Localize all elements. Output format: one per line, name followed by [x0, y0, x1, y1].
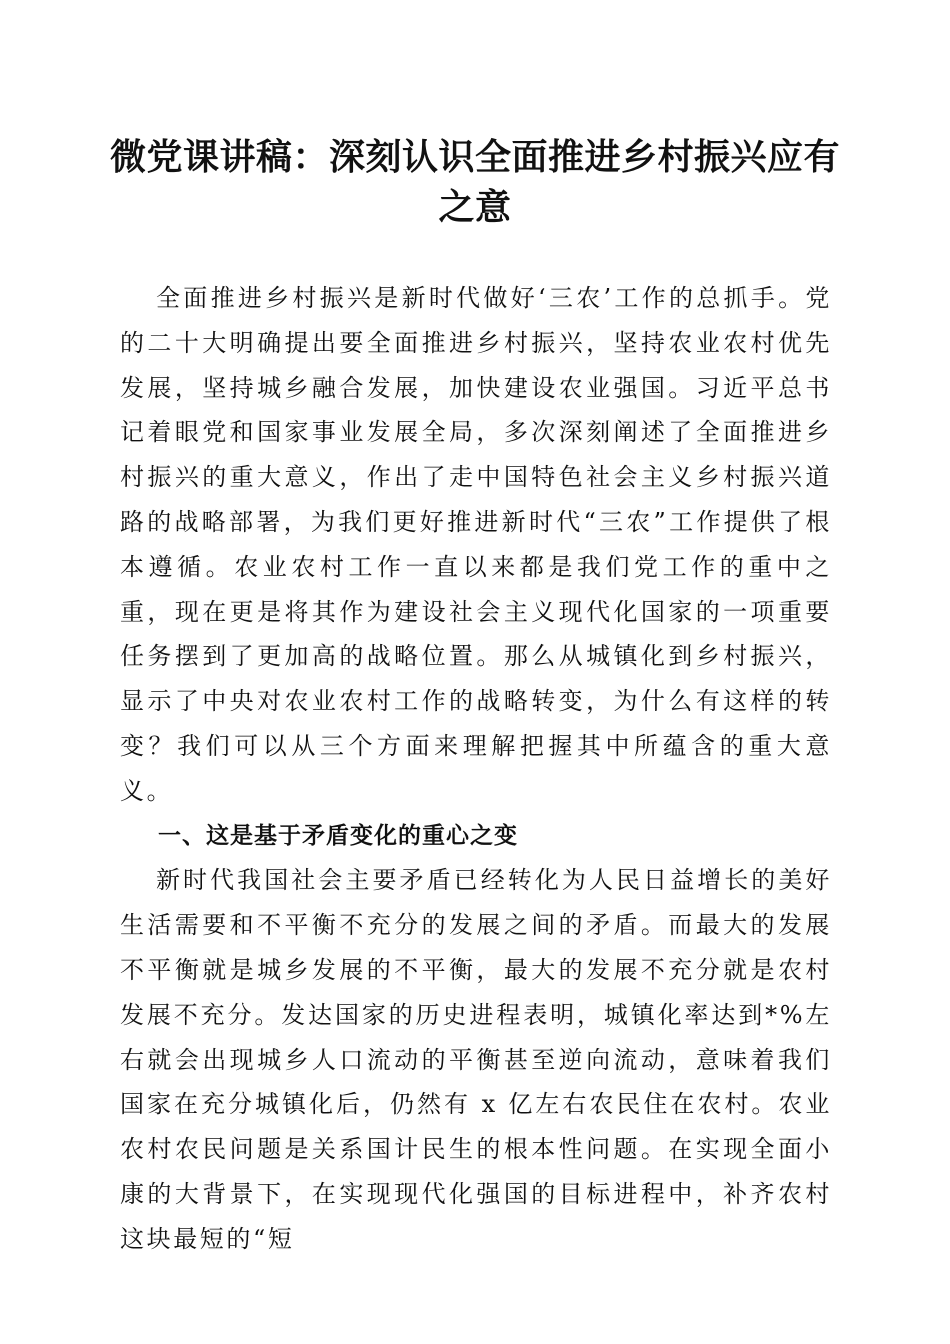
intro-paragraph: 全面推进乡村振兴是新时代做好‘三农’工作的总抓手。党的二十大明确提出要全面推进乡村振兴，坚持农业农村优先发展，坚持城乡融合发展，加快建设农业强国。习近平总书记着眼党和国家事业发展全局，多次深刻阐述了全面推进乡村振兴的重大意义，作出了走中国特色社会主义乡村振兴道路的战略部署，为我们更好推进新时代“三农”工作提供了根本遵循。农业农村工作一直以来都是我们党工作的重中之重，现在更是将其作为建设社会主义现代化国家的一项重要任务摆到了更加高的战略位置。那么从城镇化到乡村振兴，显示了中央对农业农村工作的战略转变，为什么有这样的转变？我们可以从三个方面来理解把握其中所蕴含的重大意义。	[120, 284, 832, 805]
section-paragraph: 新时代我国社会主要矛盾已经转化为人民日益增长的美好生活需要和不平衡不充分的发展之间的矛盾。而最大的发展不平衡就是城乡发展的不平衡，最大的发展不充分就是农村发展不充分。发达国家的历史进程表明，城镇化率达到*%左右就会出现城乡人口流动的平衡甚至逆向流动，意味着我们国家在充分城镇化后，仍然有 x 亿左右农民住在农村。农业农村农民问题是关系国计民生的根本性问题。在实现全面小康的大背景下，在实现现代化强国的目标进程中，补齐农村这块最短的“短	[120, 866, 832, 1253]
section-heading: 一、这是基于矛盾变化的重心之变	[158, 822, 518, 849]
document-body	[120, 276, 832, 1262]
document-title: 微党课讲稿：深刻认识全面推进乡村振兴应有之意	[109, 136, 840, 228]
